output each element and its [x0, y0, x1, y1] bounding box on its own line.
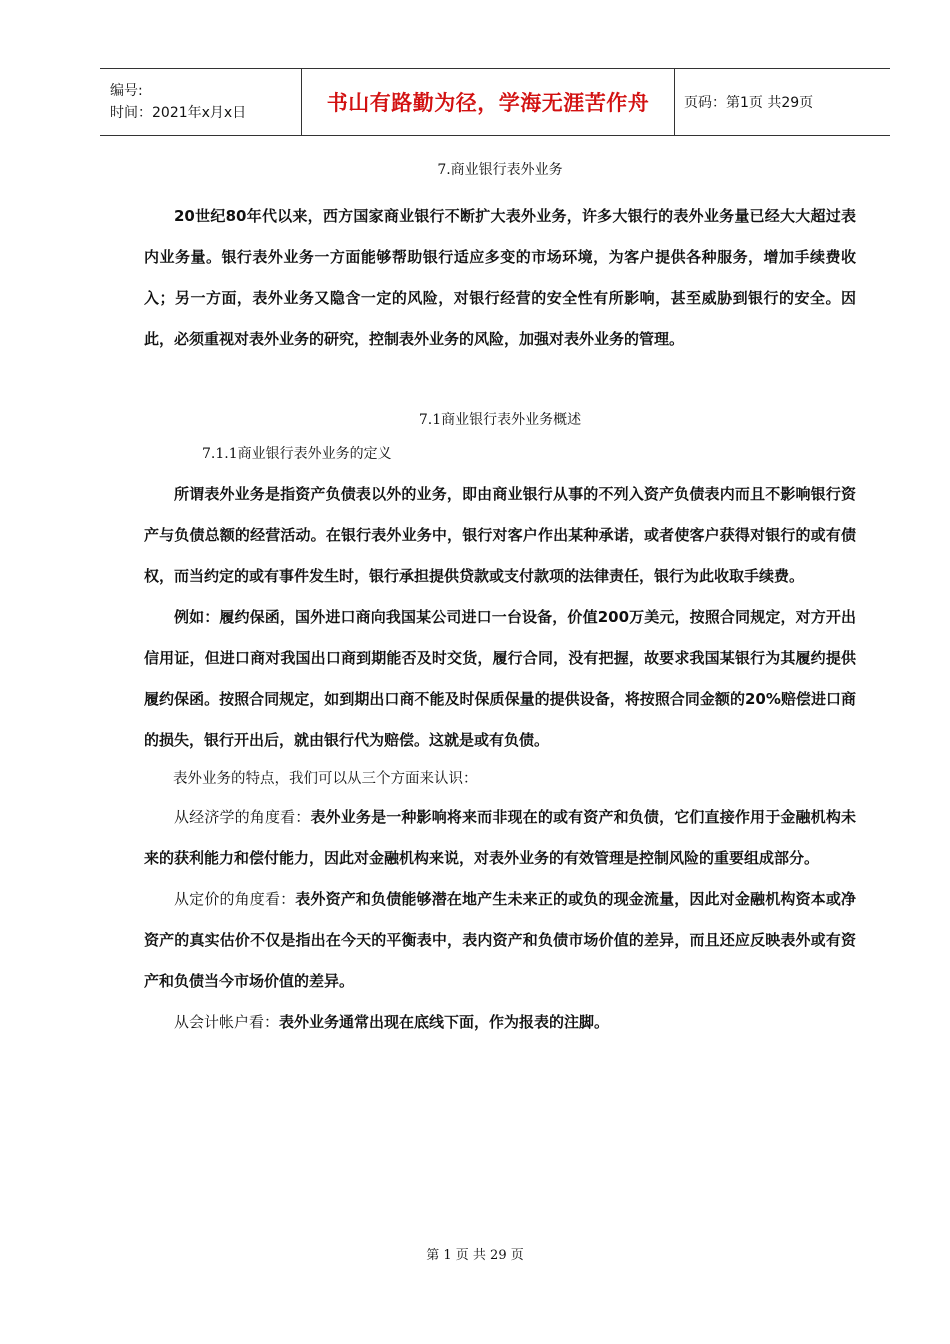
econ-lead: 从经济学的角度看： — [174, 808, 311, 826]
chapter-title: 7.商业银行表外业务 — [437, 162, 563, 178]
motto-text: 书山有路勤为径，学海无涯苦作舟 — [326, 91, 650, 115]
footer-page-number: 第 1 页 共 29 页 — [426, 1248, 524, 1263]
subsection-title: 7.1.1商业银行表外业务的定义 — [202, 446, 392, 462]
number-label: 编号: — [110, 83, 143, 99]
header-page-info — [675, 69, 890, 135]
intro-paragraph: 20世纪80年代以来，西方国家商业银行不断扩大表外业务，许多大银行的表外业务量已经大大超过表内业务量。银行表外业务一方面能够帮助银行适应多变的市场环境，为客户提供各种服务，增加手续费收入；另一方面，表外业务又隐含一定的风险，对银行经营的安全性有所影响，甚至威胁到银行的安全。因此，必须重视对表外业务的研究，控制表外业务的风险，加强对表外业务的管理。 — [144, 207, 856, 348]
definition-paragraph: 所谓表外业务是指资产负债表以外的业务，即由商业银行从事的不列入资产负债表内而且不影响银行资产与负债总额的经营活动。在银行表外业务中，银行对客户作出某种承诺，或者使客户获得对银行的或有债权，而当约定的或有事件发生时，银行承担提供贷款或支付款项的法律责任，银行为此收取手续费。 — [144, 485, 856, 585]
econ-paragraph — [144, 797, 856, 879]
page-header — [100, 68, 890, 136]
document-body — [144, 156, 856, 1043]
section-title: 7.1商业银行表外业务概述 — [418, 412, 582, 428]
acct-lead: 从会计帐户看： — [174, 1013, 280, 1031]
features-intro: 表外业务的特点，我们可以从三个方面来认识： — [173, 771, 478, 787]
econ-text: 表外业务是一种影响将来而非现在的或有资产和负债，它们直接作用于金融机构未来的获利能力和偿付能力，因此对金融机构来说，对表外业务的有效管理是控制风险的重要组成部分。 — [144, 808, 856, 867]
header-meta — [100, 69, 301, 135]
pricing-paragraph — [144, 879, 856, 1002]
header-motto-cell — [301, 69, 675, 135]
accounting-paragraph — [144, 1002, 856, 1043]
page-info-text: 页码：第1页 共29页 — [684, 95, 814, 111]
page-footer — [0, 1244, 950, 1263]
time-label: 时间：2021年x月x日 — [110, 105, 247, 121]
pricing-text: 表外资产和负债能够潜在地产生未来正的或负的现金流量，因此对金融机构资本或净资产的真实估价不仅是指出在今天的平衡表中，表内资产和负债市场价值的差异，而且还应反映表外或有资产和负债当今市场价值的差异。 — [144, 890, 856, 990]
example-paragraph: 例如：履约保函，国外进口商向我国某公司进口一台设备，价值200万美元，按照合同规定，对方开出信用证，但进口商对我国出口商到期能否及时交货，履行合同，没有把握，故要求我国某银行为其履约提供履约保函。按照合同规定，如到期出口商不能及时保质保量的提供设备，将按照合同金额的20%赔偿进口商的损失，银行开出后，就由银行代为赔偿。这就是或有负债。 — [144, 608, 856, 749]
pricing-lead: 从定价的角度看： — [174, 890, 296, 908]
acct-text: 表外业务通常出现在底线下面，作为报表的注脚。 — [279, 1013, 610, 1031]
